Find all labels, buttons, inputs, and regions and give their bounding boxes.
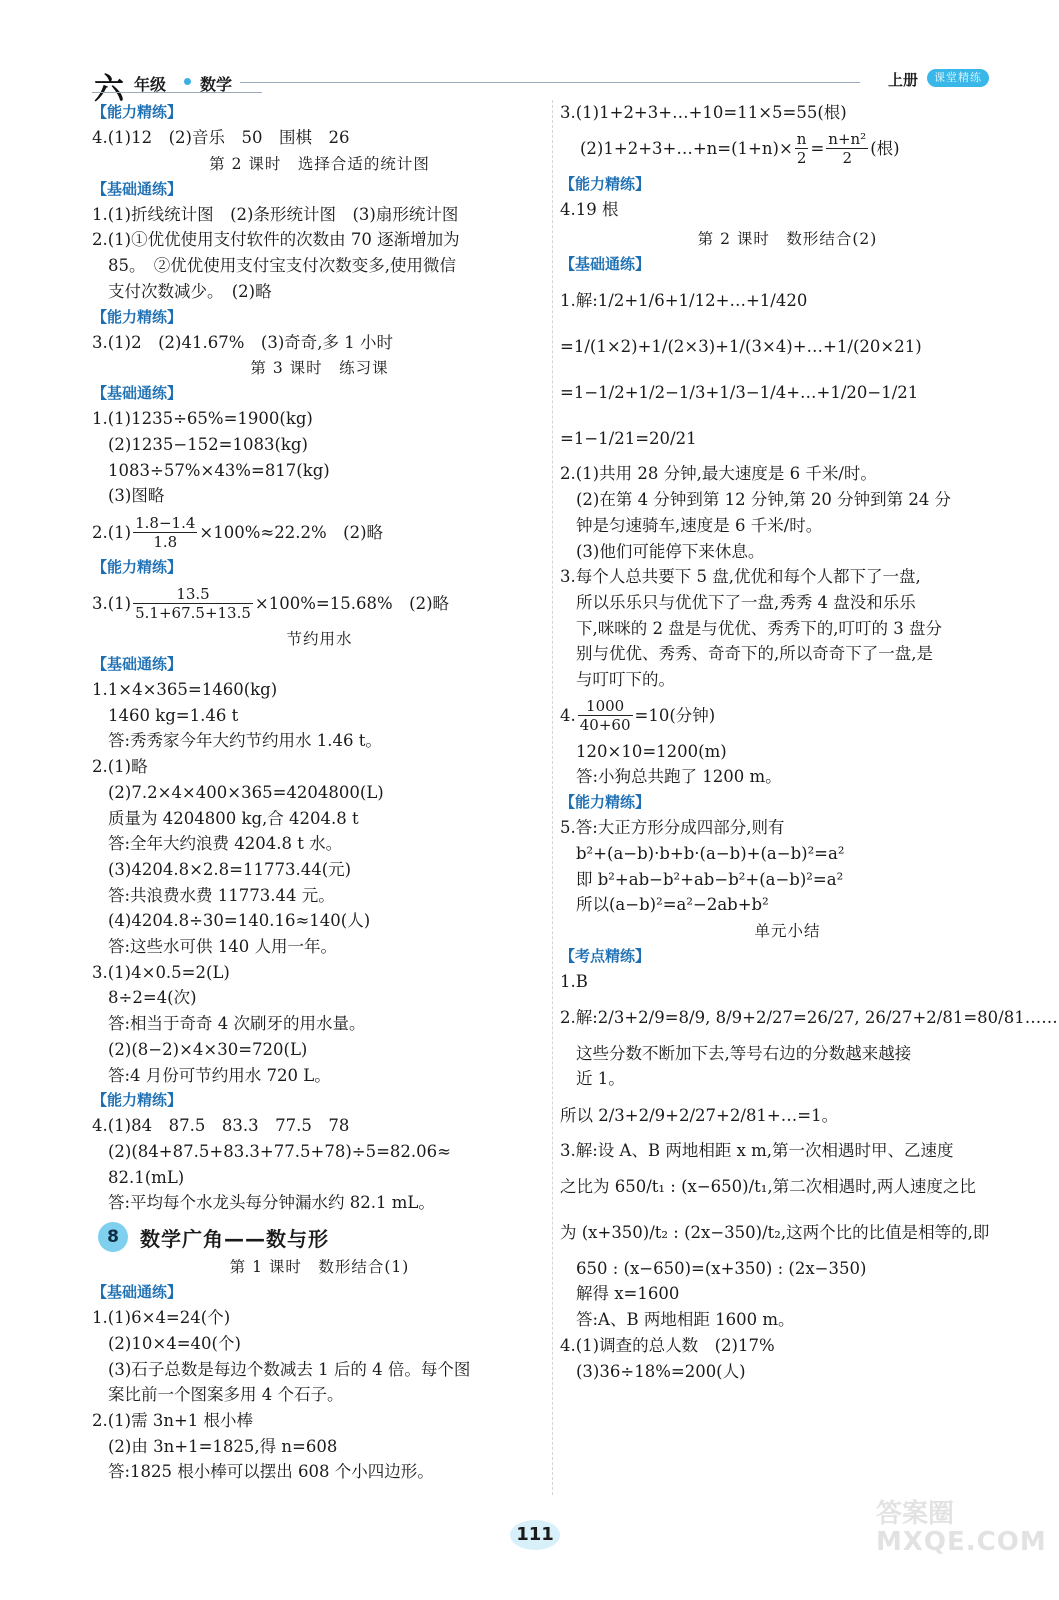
section-tag-ability: 【能力精练】: [560, 793, 651, 812]
fraction-line: [560, 126, 1015, 172]
numerator: 13.5: [133, 585, 253, 604]
numerator: 1.8−1.4: [135, 513, 196, 532]
answer-line: 案比前一个图案多用 4 个石子。: [108, 1385, 344, 1405]
answer-line: 650 : (x−650)=(x+350) : (2x−350): [576, 1258, 867, 1278]
fraction-line: [92, 580, 547, 626]
lesson-title: 节约用水: [286, 630, 353, 649]
fraction: [578, 697, 633, 734]
answer-line: 答:平均每个水龙头每分钟漏水约 82.1 mL。: [108, 1193, 435, 1213]
answer-line: 3.解:设 A、B 两地相距 x m,第一次相遇时甲、乙速度: [560, 1141, 954, 1161]
answer-line: 1460 kg=1.46 t: [108, 705, 239, 725]
answer-line: (2)7.2×4×400×365=4204800(L): [108, 782, 384, 802]
answer-line: 即 b²+ab−b²+ab−b²+(a−b)²=a²: [576, 869, 844, 889]
fraction-line: [92, 509, 547, 555]
watermark-text: 答案圈: [876, 1499, 955, 1529]
answer-line: (3)石子总数是每边个数减去 1 后的 4 倍。每个图: [108, 1359, 471, 1379]
answer-line: 4.(1)12 (2)音乐 50 围棋 26: [92, 128, 350, 147]
answer-line: 所以(a−b)²=a²−2ab+b²: [576, 895, 769, 915]
grade-label: 年级: [134, 75, 167, 94]
subject-label: 数学: [200, 75, 233, 94]
answer-line: 近 1。: [576, 1069, 625, 1089]
answer-line: 答:全年大约浪费 4204.8 t 水。: [108, 834, 343, 854]
answer-line: 85。 ②优优使用支付宝支付次数变多,使用微信: [108, 256, 456, 276]
section-tag-ability: 【能力精练】: [92, 558, 183, 577]
header-rule: [240, 82, 860, 83]
grade-number: 六: [94, 72, 124, 107]
answer-line: 4.(1)84 87.5 83.3 77.5 78: [92, 1116, 350, 1136]
answer-line: (3)图略: [108, 486, 165, 506]
answer-line: 4.19 根: [560, 199, 619, 219]
lesson-title: 第 2 课时 数形结合(2): [697, 230, 878, 249]
answer-line: =1−1/2+1/2−1/3+1/3−1/4+…+1/20−1/21: [560, 382, 919, 402]
answer-line: 与叮叮下的。: [576, 670, 675, 690]
section-tag-exam: 【考点精练】: [560, 946, 651, 965]
answer-line: (3)他们可能停下来休息。: [576, 541, 765, 561]
answer-line: (2)10×4=40(个): [108, 1333, 241, 1353]
lesson-title: 第 2 课时 选择合适的统计图: [209, 154, 430, 173]
answer-line: 所以 2/3+2/9+2/27+2/81+…=1。: [560, 1105, 839, 1125]
fraction: [133, 585, 253, 622]
section-tag-basic: 【基础通练】: [92, 1283, 183, 1302]
answer-line: 答:秀秀家今年大约节约用水 1.46 t。: [108, 731, 382, 751]
separator-dot-icon: [184, 78, 191, 85]
answer-line: b²+(a−b)·b+b·(a−b)+(a−b)²=a²: [576, 843, 845, 863]
answer-line: 1.(1)1235÷65%=1900(kg): [92, 409, 313, 429]
answer-line: 答:共浪费水费 11773.44 元。: [108, 885, 335, 905]
denominator: 2: [796, 149, 807, 168]
answer-line: 120×10=1200(m): [576, 741, 727, 761]
answer-line: 钟是匀速骑车,速度是 6 千米/时。: [576, 515, 823, 535]
fraction-line: [560, 693, 1015, 739]
page-header: [0, 0, 1059, 107]
answer-line: 之比为 650/t₁ : (x−650)/t₁,第二次相遇时,两人速度之比: [560, 1177, 976, 1197]
answer-line: (2)(84+87.5+83.3+77.5+78)÷5=82.06≈: [108, 1141, 451, 1161]
fraction: [133, 514, 197, 551]
answer-line: 2.解:2/3+2/9=8/9, 8/9+2/27=26/27, 26/27+2/81=80/81……: [560, 1008, 1058, 1028]
answer-line: 3.(1)1+2+3+…+10=11×5=55(根): [560, 103, 847, 122]
brand-badge: 课堂精练: [927, 69, 989, 87]
answer-line: 1.解:1/2+1/6+1/12+…+1/420: [560, 290, 808, 310]
volume-label: 上册: [888, 71, 919, 89]
answer-suffix: ×100%≈22.2% (2)略: [199, 522, 384, 542]
answer-line: 3.每个人总共要下 5 盘,优优和每个人都下了一盘,: [560, 567, 921, 587]
answer-suffix: ×100%=15.68% (2)略: [254, 593, 450, 613]
equals-sign: =: [810, 139, 825, 159]
fraction: [826, 130, 868, 167]
numerator: 1000: [578, 697, 633, 716]
answer-line: =1/(1×2)+1/(2×3)+1/(3×4)+…+1/(20×21): [560, 336, 922, 356]
header-rule-short: [92, 92, 262, 93]
answer-line: (2)在第 4 分钟到第 12 分钟,第 20 分钟到第 24 分: [576, 490, 952, 510]
answer-line: (3)36÷18%=200(人): [576, 1361, 746, 1381]
answer-prefix: 3.(1): [92, 593, 132, 613]
lesson-title: 单元小结: [754, 921, 821, 940]
section-tag-basic: 【基础通练】: [560, 255, 651, 274]
section-tag-ability: 【能力精练】: [92, 307, 183, 326]
answer-line: 3.(1)4×0.5=2(L): [92, 962, 230, 982]
chapter-heading: [92, 1220, 547, 1254]
answer-line: 2.(1)共用 28 分钟,最大速度是 6 千米/时。: [560, 464, 877, 484]
page-number: 111: [510, 1520, 560, 1550]
answer-line: 质量为 4204800 kg,合 4204.8 t: [108, 808, 359, 828]
answer-line: 3.(1)2 (2)41.67% (3)奇奇,多 1 小时: [92, 332, 394, 352]
answer-line: 2.(1)需 3n+1 根小棒: [92, 1410, 254, 1430]
section-tag-ability: 【能力精练】: [560, 174, 651, 193]
answer-line: 支付次数减少。 (2)略: [108, 281, 272, 301]
answer-prefix: (2)1+2+3+…+n=(1+n)×: [580, 139, 793, 159]
answer-suffix: (根): [870, 139, 900, 159]
answer-line: 4.(1)调查的总人数 (2)17%: [560, 1335, 775, 1355]
fraction: [795, 130, 809, 167]
answer-line: =1−1/21=20/21: [560, 428, 697, 448]
answer-line: 82.1(mL): [108, 1167, 185, 1187]
answer-prefix: 2.(1): [92, 522, 132, 542]
section-tag-basic: 【基础通练】: [92, 655, 183, 674]
answer-line: 8÷2=4(次): [108, 988, 197, 1008]
answer-line: 解得 x=1600: [576, 1284, 680, 1304]
answer-line: 答:这些水可供 140 人用一年。: [108, 937, 338, 957]
answer-line: (2)(8−2)×4×30=720(L): [108, 1039, 308, 1059]
denominator: 2: [842, 149, 852, 168]
denominator: 1.8: [153, 532, 178, 551]
right-column: [560, 100, 1058, 1384]
column-divider: [552, 100, 553, 1495]
watermark: [876, 1500, 1047, 1556]
numerator: n+n²: [828, 130, 867, 149]
answer-line: 为 (x+350)/t₂ : (2x−350)/t₂,这两个比的比值是相等的,即: [560, 1223, 990, 1243]
answer-line: 2.(1)略: [92, 757, 148, 777]
answer-line: 答:1825 根小棒可以摆出 608 个小四边形。: [108, 1462, 434, 1482]
section-tag-basic: 【基础通练】: [92, 384, 183, 403]
answer-line: (2)由 3n+1=1825,得 n=608: [108, 1436, 338, 1456]
denominator: 5.1+67.5+13.5: [135, 603, 251, 622]
answer-prefix: 4.: [560, 706, 576, 726]
answer-line: 下,咪咪的 2 盘是与优优、秀秀下的,叮叮的 3 盘分: [576, 618, 942, 638]
answer-line: 这些分数不断加下去,等号右边的分数越来越接: [576, 1043, 912, 1063]
answer-line: 答:4 月份可节约用水 720 L。: [108, 1065, 331, 1085]
numerator: n: [796, 130, 807, 149]
answer-line: 2.(1)①优优使用支付软件的次数由 70 逐渐增加为: [92, 230, 460, 250]
answer-line: (4)4204.8÷30=140.16≈140(人): [108, 911, 371, 931]
answer-line: (3)4204.8×2.8=11773.44(元): [108, 859, 352, 879]
section-tag-ability: 【能力精练】: [92, 1091, 183, 1110]
answer-line: 1.(1)折线统计图 (2)条形统计图 (3)扇形统计图: [92, 204, 459, 224]
left-column: [92, 100, 547, 1485]
section-tag-basic: 【基础通练】: [92, 179, 183, 198]
answer-line: 答:A、B 两地相距 1600 m。: [576, 1310, 795, 1330]
answer-line: 1.B: [560, 971, 588, 991]
section-tag-ability: 【能力精练】: [92, 103, 183, 121]
answer-line: 1.(1)6×4=24(个): [92, 1308, 231, 1328]
lesson-title: 第 1 课时 数形结合(1): [229, 1258, 410, 1277]
answer-line: 所以乐乐只与优优下了一盘,秀秀 4 盘没和乐乐: [576, 592, 916, 612]
answer-line: 5.答:大正方形分成四部分,则有: [560, 818, 785, 838]
answer-line: 别与优优、秀秀、奇奇下的,所以奇奇下了一盘,是: [576, 644, 933, 664]
chapter-number-badge: 8: [98, 1222, 128, 1252]
watermark-url: MXQE.COM: [876, 1527, 1047, 1557]
denominator: 40+60: [579, 716, 631, 735]
answer-suffix: =10(分钟): [634, 706, 716, 726]
lesson-title: 第 3 课时 练习课: [250, 359, 389, 378]
answer-line: (2)1235−152=1083(kg): [108, 434, 308, 454]
answer-line: 答:相当于奇奇 4 次刷牙的用水量。: [108, 1014, 366, 1034]
chapter-title: 数学广角——数与形: [140, 1226, 329, 1251]
answer-line: 1.1×4×365=1460(kg): [92, 680, 278, 700]
answer-line: 1083÷57%×43%=817(kg): [108, 460, 330, 480]
answer-line: 答:小狗总共跑了 1200 m。: [576, 767, 782, 787]
